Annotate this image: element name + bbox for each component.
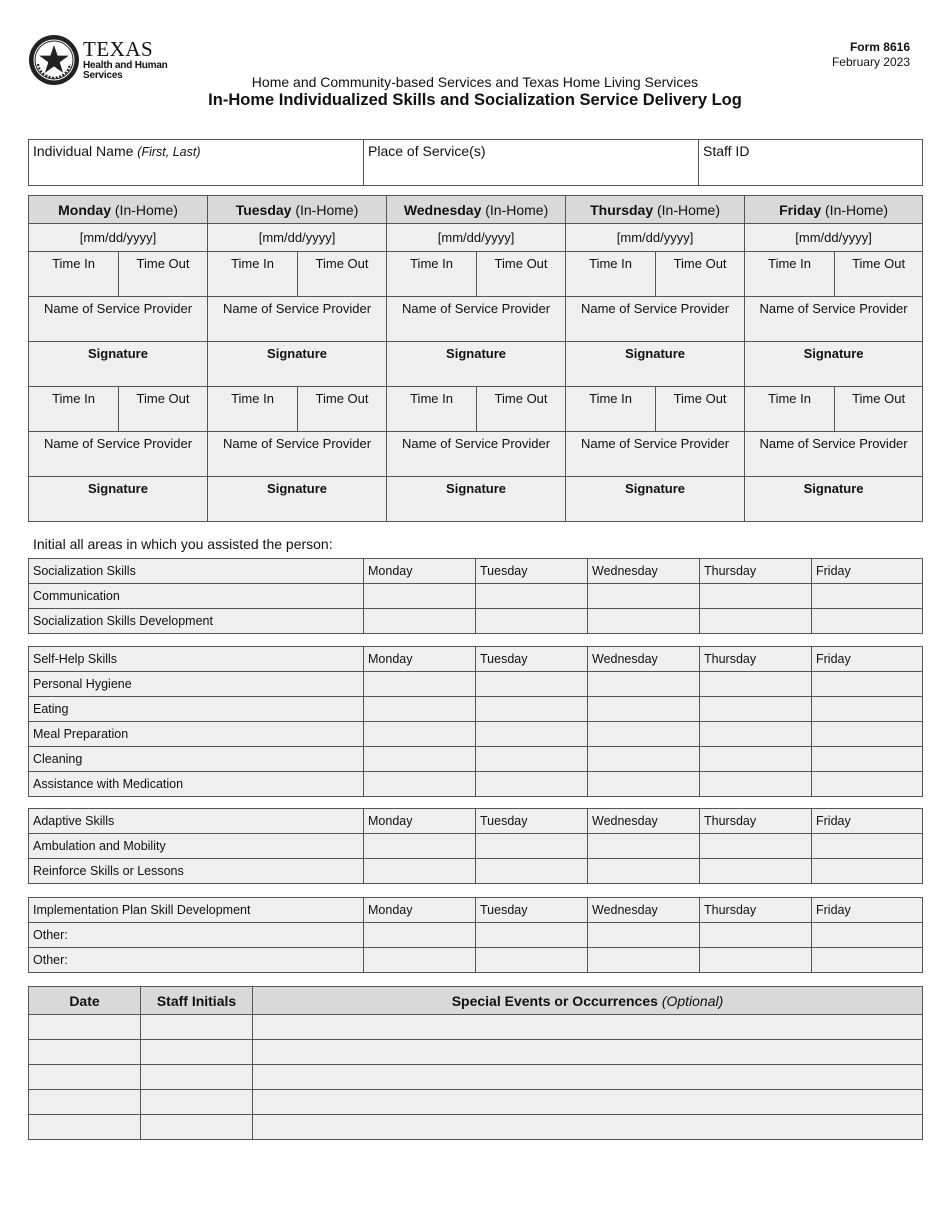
day-column-header: Thursday [700,898,812,923]
initials-cell[interactable] [700,584,812,609]
form-date: February 2023 [831,55,910,69]
event-date-cell[interactable] [29,1115,141,1140]
initials-cell[interactable] [588,948,700,973]
individual-name-hint: (First, Last) [137,145,201,159]
initials-cell[interactable] [812,584,923,609]
initials-cell[interactable] [588,772,700,797]
initials-cell[interactable] [812,834,923,859]
skill-row-label: Personal Hygiene [29,672,364,697]
form-subtitle: Home and Community-based Services and Texas Home Living Services [251,74,699,90]
initials-cell[interactable] [476,697,588,722]
time-in-field[interactable]: Time In [29,387,119,432]
initials-cell[interactable] [700,747,812,772]
time-in-field[interactable]: Time In [387,252,477,297]
date-field[interactable]: [mm/dd/yyyy] [208,224,387,252]
place-of-service-label: Place of Service(s) [368,143,486,159]
day-header [745,196,923,224]
day-column-header: Tuesday [476,647,588,672]
day-column-header: Monday [364,647,476,672]
initials-cell[interactable] [812,923,923,948]
agency-name-line: Services [83,70,123,81]
initials-cell[interactable] [364,672,476,697]
day-name: Monday [58,201,111,218]
day-column-header: Friday [812,898,923,923]
skill-row-label: Cleaning [29,747,364,772]
service-provider-field[interactable]: Name of Service Provider [29,432,208,477]
event-description-cell[interactable] [253,1015,923,1040]
individual-name-field[interactable] [29,140,364,186]
in-home-label: (In-Home) [114,201,178,218]
service-provider-field[interactable]: Name of Service Provider [387,432,566,477]
initials-cell[interactable] [812,859,923,884]
special-events-header [253,987,923,1015]
initials-cell[interactable] [812,697,923,722]
day-name: Tuesday [235,201,292,218]
day-column-header: Monday [364,559,476,584]
initials-cell[interactable] [588,859,700,884]
initials-cell[interactable] [364,948,476,973]
special-events-label: Special Events or Occurrences [451,992,658,1009]
day-column-header: Wednesday [588,809,700,834]
day-column-header: Tuesday [476,559,588,584]
day-column-header: Monday [364,809,476,834]
in-home-label: (In-Home) [657,201,721,218]
event-description-cell[interactable] [253,1115,923,1140]
initials-cell[interactable] [364,923,476,948]
signature-field[interactable]: Signature [29,342,208,387]
staff-initials-header: Staff Initials [141,987,253,1015]
initials-cell[interactable] [812,609,923,634]
initials-cell[interactable] [812,948,923,973]
service-provider-field[interactable]: Name of Service Provider [208,432,387,477]
skill-row-label: Communication [29,584,364,609]
day-header [387,196,566,224]
time-out-field[interactable]: Time Out [119,252,208,297]
skill-row-label: Eating [29,697,364,722]
day-column-header: Wednesday [588,898,700,923]
place-of-service-field[interactable] [364,140,699,186]
event-initials-cell[interactable] [141,1015,253,1040]
initials-cell[interactable] [588,584,700,609]
time-out-field[interactable]: Time Out [119,387,208,432]
day-column-header: Wednesday [588,559,700,584]
event-date-cell[interactable] [29,1040,141,1065]
skill-row-label: Other: [29,948,364,973]
skill-category-header: Self-Help Skills [29,647,364,672]
event-initials-cell[interactable] [141,1090,253,1115]
event-description-cell[interactable] [253,1040,923,1065]
date-field[interactable]: [mm/dd/yyyy] [29,224,208,252]
special-events-table [28,986,923,1140]
signature-field[interactable]: Signature [745,477,923,522]
day-column-header: Thursday [700,559,812,584]
initials-cell[interactable] [700,923,812,948]
signature-field[interactable]: Signature [387,342,566,387]
time-out-field[interactable]: Time Out [477,387,566,432]
initials-cell[interactable] [700,772,812,797]
optional-hint: (Optional) [661,992,724,1009]
day-column-header: Monday [364,898,476,923]
day-column-header: Wednesday [588,647,700,672]
signature-field[interactable]: Signature [29,477,208,522]
initials-cell[interactable] [700,697,812,722]
time-in-field[interactable]: Time In [387,387,477,432]
initials-cell[interactable] [588,609,700,634]
event-description-cell[interactable] [253,1065,923,1090]
date-field[interactable]: [mm/dd/yyyy] [387,224,566,252]
initials-cell[interactable] [364,834,476,859]
date-field[interactable]: [mm/dd/yyyy] [745,224,923,252]
day-column-header: Friday [812,559,923,584]
initials-cell[interactable] [364,584,476,609]
skill-table [28,558,923,634]
initials-cell[interactable] [476,834,588,859]
form-number: Form 8616 [849,40,910,54]
initials-cell[interactable] [476,859,588,884]
skill-category-header: Implementation Plan Skill Development [29,898,364,923]
staff-id-label: Staff ID [703,143,750,159]
time-out-field[interactable]: Time Out [656,252,745,297]
initials-cell[interactable] [700,672,812,697]
initials-cell[interactable] [364,772,476,797]
initials-cell[interactable] [588,672,700,697]
service-provider-field[interactable]: Name of Service Provider [745,297,923,342]
in-home-label: (In-Home) [485,201,549,218]
time-out-field[interactable]: Time Out [298,252,387,297]
form-title: In-Home Individualized Skills and Socialization Service Delivery Log [208,91,742,109]
initials-cell[interactable] [476,948,588,973]
initials-cell[interactable] [812,672,923,697]
initials-cell[interactable] [812,772,923,797]
day-column-header: Thursday [700,809,812,834]
event-date-cell[interactable] [29,1065,141,1090]
day-column-header: Friday [812,809,923,834]
initials-cell[interactable] [588,747,700,772]
initials-cell[interactable] [588,722,700,747]
time-in-field[interactable]: Time In [566,387,656,432]
skill-row-label: Socialization Skills Development [29,609,364,634]
time-out-field[interactable]: Time Out [298,387,387,432]
signature-field[interactable]: Signature [208,342,387,387]
agency-name-line: Health and Human [83,60,168,71]
instruction-text: Initial all areas in which you assisted the person: [33,536,333,552]
day-header [29,196,208,224]
event-initials-cell[interactable] [141,1065,253,1090]
initials-cell[interactable] [364,747,476,772]
time-in-field[interactable]: Time In [745,387,835,432]
time-in-field[interactable]: Time In [745,252,835,297]
time-out-field[interactable]: Time Out [835,387,923,432]
skill-category-header: Adaptive Skills [29,809,364,834]
time-in-field[interactable]: Time In [566,252,656,297]
staff-id-field[interactable] [699,140,923,186]
time-out-field[interactable]: Time Out [656,387,745,432]
skill-table [28,808,923,884]
initials-cell[interactable] [364,697,476,722]
time-out-field[interactable]: Time Out [835,252,923,297]
weekly-service-log [28,195,923,522]
initials-cell[interactable] [588,697,700,722]
initials-cell[interactable] [476,923,588,948]
date-field[interactable]: [mm/dd/yyyy] [566,224,745,252]
event-description-cell[interactable] [253,1090,923,1115]
skill-row-label: Reinforce Skills or Lessons [29,859,364,884]
in-home-label: (In-Home) [295,201,359,218]
signature-field[interactable]: Signature [387,477,566,522]
time-in-field[interactable]: Time In [208,252,298,297]
initials-cell[interactable] [476,584,588,609]
form-number-block [832,40,910,70]
initials-cell[interactable] [700,834,812,859]
in-home-label: (In-Home) [825,201,889,218]
event-initials-cell[interactable] [141,1115,253,1140]
day-name: Friday [779,201,822,218]
signature-field[interactable]: Signature [566,342,745,387]
signature-field[interactable]: Signature [566,477,745,522]
day-column-header: Thursday [700,647,812,672]
service-provider-field[interactable]: Name of Service Provider [29,297,208,342]
initials-cell[interactable] [476,672,588,697]
service-provider-field[interactable]: Name of Service Provider [387,297,566,342]
initials-cell[interactable] [700,722,812,747]
service-provider-field[interactable]: Name of Service Provider [566,297,745,342]
skill-row-label: Meal Preparation [29,722,364,747]
skill-category-header: Socialization Skills [29,559,364,584]
initials-cell[interactable] [588,834,700,859]
day-column-header: Tuesday [476,898,588,923]
initials-cell[interactable] [700,859,812,884]
initials-cell[interactable] [700,948,812,973]
skill-table [28,897,923,973]
event-initials-cell[interactable] [141,1040,253,1065]
initials-cell[interactable] [700,609,812,634]
service-provider-field[interactable]: Name of Service Provider [745,432,923,477]
day-column-header: Friday [812,647,923,672]
initials-cell[interactable] [812,722,923,747]
time-in-field[interactable]: Time In [208,387,298,432]
skill-table [28,646,923,797]
initials-cell[interactable] [364,722,476,747]
initials-cell[interactable] [476,609,588,634]
time-out-field[interactable]: Time Out [477,252,566,297]
service-provider-field[interactable]: Name of Service Provider [566,432,745,477]
initials-cell[interactable] [476,747,588,772]
date-header: Date [29,987,141,1015]
skill-row-label: Ambulation and Mobility [29,834,364,859]
skill-row-label: Other: [29,923,364,948]
initials-cell[interactable] [476,722,588,747]
day-name: Wednesday [403,201,482,218]
day-column-header: Tuesday [476,809,588,834]
initials-cell[interactable] [364,609,476,634]
individual-name-label: Individual Name [33,143,134,159]
agency-state: TEXAS [83,37,154,61]
day-header [208,196,387,224]
day-name: Thursday [590,201,654,218]
initials-cell[interactable] [364,859,476,884]
day-header [566,196,745,224]
initials-cell[interactable] [476,772,588,797]
initials-cell[interactable] [588,923,700,948]
event-date-cell[interactable] [29,1015,141,1040]
service-provider-field[interactable]: Name of Service Provider [208,297,387,342]
signature-field[interactable]: Signature [208,477,387,522]
time-in-field[interactable]: Time In [29,252,119,297]
initials-cell[interactable] [812,747,923,772]
individual-info-table [28,139,923,186]
event-date-cell[interactable] [29,1090,141,1115]
skill-row-label: Assistance with Medication [29,772,364,797]
signature-field[interactable]: Signature [745,342,923,387]
